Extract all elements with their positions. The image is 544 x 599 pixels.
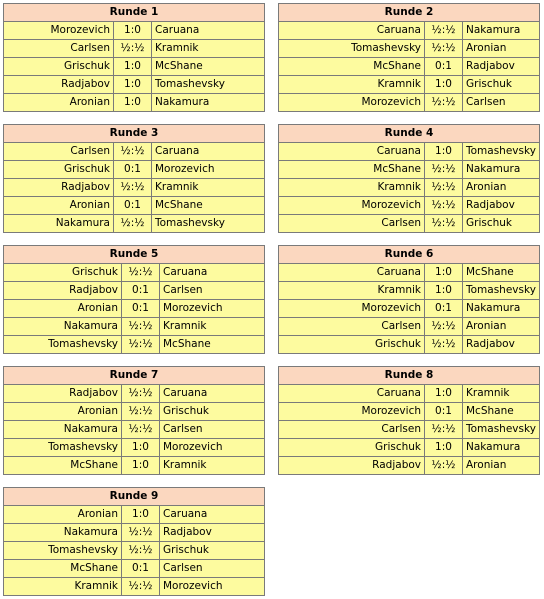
- white-player: Carlsen: [279, 421, 425, 438]
- white-player: Carlsen: [4, 143, 114, 160]
- game-row: [4, 40, 264, 58]
- game-result: ½:½: [425, 318, 463, 335]
- game-row: [4, 94, 264, 111]
- game-row: [279, 179, 539, 197]
- game-row: [279, 143, 539, 161]
- game-row: [279, 22, 539, 40]
- white-player: Radjabov: [4, 76, 114, 93]
- game-result: ½:½: [114, 179, 152, 196]
- game-row: [4, 215, 264, 232]
- black-player: McShane: [466, 266, 514, 278]
- black-player: Morozevich: [163, 302, 223, 314]
- round-title: Runde 7: [4, 367, 264, 385]
- black-player: Kramnik: [155, 42, 199, 54]
- game-result: ½:½: [122, 524, 160, 541]
- game-result: ½:½: [122, 318, 160, 335]
- white-player: Aronian: [4, 300, 122, 317]
- game-result: 1:0: [425, 439, 463, 456]
- game-row: [279, 403, 539, 421]
- black-player: Tomashevsky: [155, 217, 225, 229]
- white-player: Aronian: [4, 506, 122, 523]
- black-player: Grischuk: [466, 78, 513, 90]
- game-row: [4, 197, 264, 215]
- game-result: 0:1: [114, 197, 152, 214]
- white-player: Morozevich: [279, 300, 425, 317]
- white-player: McShane: [279, 161, 425, 178]
- round-table-7: [3, 366, 265, 475]
- game-result: 0:1: [425, 403, 463, 420]
- game-row: [279, 336, 539, 353]
- game-result: ½:½: [114, 40, 152, 57]
- game-row: [279, 439, 539, 457]
- game-row: [4, 179, 264, 197]
- round-title: Runde 3: [4, 125, 264, 143]
- game-row: [279, 385, 539, 403]
- game-row: [279, 421, 539, 439]
- white-player: Morozevich: [279, 197, 425, 214]
- black-player: McShane: [466, 405, 514, 417]
- game-row: [4, 161, 264, 179]
- game-result: 1:0: [114, 58, 152, 75]
- round-title: Runde 8: [279, 367, 539, 385]
- game-result: ½:½: [425, 197, 463, 214]
- white-player: Caruana: [279, 143, 425, 160]
- game-result: 1:0: [425, 76, 463, 93]
- round-table-3: [3, 124, 265, 233]
- black-player: Caruana: [163, 508, 208, 520]
- round-title: Runde 1: [4, 4, 264, 22]
- round-table-9: [3, 487, 265, 596]
- round-title: Runde 2: [279, 4, 539, 22]
- game-row: [279, 264, 539, 282]
- black-player: Tomashevsky: [155, 78, 225, 90]
- white-player: Grischuk: [4, 161, 114, 178]
- game-result: ½:½: [425, 457, 463, 474]
- game-result: ½:½: [425, 161, 463, 178]
- black-player: McShane: [155, 199, 203, 211]
- white-player: Caruana: [279, 385, 425, 402]
- game-row: [4, 58, 264, 76]
- round-title: Runde 6: [279, 246, 539, 264]
- game-result: 1:0: [425, 282, 463, 299]
- black-player: Grischuk: [163, 405, 210, 417]
- game-row: [279, 282, 539, 300]
- black-player: Kramnik: [163, 459, 207, 471]
- game-row: [279, 40, 539, 58]
- white-player: Grischuk: [279, 439, 425, 456]
- game-result: 0:1: [425, 300, 463, 317]
- game-result: 0:1: [122, 300, 160, 317]
- white-player: Carlsen: [279, 215, 425, 232]
- black-player: Morozevich: [163, 441, 223, 453]
- round-table-4: [278, 124, 540, 233]
- game-result: 1:0: [122, 457, 160, 474]
- black-player: Caruana: [155, 145, 200, 157]
- game-row: [279, 94, 539, 111]
- black-player: Carlsen: [163, 423, 203, 435]
- game-row: [4, 264, 264, 282]
- game-result: ½:½: [122, 385, 160, 402]
- game-result: ½:½: [425, 421, 463, 438]
- game-row: [4, 457, 264, 474]
- white-player: McShane: [4, 560, 122, 577]
- game-row: [4, 76, 264, 94]
- game-result: ½:½: [425, 22, 463, 39]
- game-row: [279, 161, 539, 179]
- white-player: Nakamura: [4, 215, 114, 232]
- game-result: ½:½: [122, 578, 160, 595]
- game-result: ½:½: [425, 40, 463, 57]
- game-result: 1:0: [114, 76, 152, 93]
- round-table-5: [3, 245, 265, 354]
- game-result: ½:½: [425, 94, 463, 111]
- black-player: Radjabov: [466, 60, 515, 72]
- black-player: Kramnik: [163, 320, 207, 332]
- black-player: Radjabov: [466, 338, 515, 350]
- white-player: Caruana: [279, 22, 425, 39]
- black-player: Carlsen: [163, 284, 203, 296]
- white-player: Kramnik: [4, 578, 122, 595]
- game-row: [4, 560, 264, 578]
- game-row: [279, 58, 539, 76]
- game-result: ½:½: [122, 336, 160, 353]
- game-row: [4, 282, 264, 300]
- round-title: Runde 4: [279, 125, 539, 143]
- black-player: Aronian: [466, 320, 507, 332]
- black-player: Radjabov: [163, 526, 212, 538]
- black-player: Nakamura: [155, 96, 210, 108]
- game-row: [4, 506, 264, 524]
- black-player: Caruana: [163, 387, 208, 399]
- black-player: McShane: [163, 338, 211, 350]
- black-player: Tomashevsky: [466, 423, 536, 435]
- game-row: [4, 421, 264, 439]
- white-player: Grischuk: [279, 336, 425, 353]
- black-player: Grischuk: [466, 217, 513, 229]
- round-table-8: [278, 366, 540, 475]
- game-result: 0:1: [114, 161, 152, 178]
- game-result: 0:1: [122, 560, 160, 577]
- black-player: Nakamura: [466, 24, 521, 36]
- black-player: McShane: [155, 60, 203, 72]
- black-player: Nakamura: [466, 163, 521, 175]
- game-row: [279, 318, 539, 336]
- game-result: ½:½: [114, 215, 152, 232]
- white-player: Morozevich: [4, 22, 114, 39]
- game-result: ½:½: [114, 143, 152, 160]
- black-player: Carlsen: [163, 562, 203, 574]
- round-table-2: [278, 3, 540, 112]
- black-player: Tomashevsky: [466, 284, 536, 296]
- game-result: ½:½: [122, 403, 160, 420]
- white-player: Grischuk: [4, 264, 122, 281]
- black-player: Nakamura: [466, 302, 521, 314]
- round-table-1: [3, 3, 265, 112]
- game-result: 1:0: [425, 385, 463, 402]
- white-player: Kramnik: [279, 179, 425, 196]
- white-player: Morozevich: [279, 403, 425, 420]
- white-player: Radjabov: [4, 385, 122, 402]
- game-row: [4, 385, 264, 403]
- game-row: [279, 300, 539, 318]
- black-player: Kramnik: [155, 181, 199, 193]
- game-result: ½:½: [425, 215, 463, 232]
- game-row: [4, 22, 264, 40]
- game-row: [4, 143, 264, 161]
- game-result: ½:½: [122, 542, 160, 559]
- white-player: Aronian: [4, 94, 114, 111]
- white-player: Kramnik: [279, 76, 425, 93]
- game-row: [279, 215, 539, 232]
- game-row: [4, 439, 264, 457]
- white-player: Caruana: [279, 264, 425, 281]
- game-row: [4, 542, 264, 560]
- black-player: Caruana: [155, 24, 200, 36]
- white-player: Aronian: [4, 403, 122, 420]
- game-row: [4, 318, 264, 336]
- game-result: 1:0: [425, 143, 463, 160]
- white-player: Kramnik: [279, 282, 425, 299]
- round-title: Runde 9: [4, 488, 264, 506]
- white-player: Carlsen: [279, 318, 425, 335]
- white-player: Aronian: [4, 197, 114, 214]
- game-row: [4, 524, 264, 542]
- black-player: Grischuk: [163, 544, 210, 556]
- black-player: Aronian: [466, 42, 507, 54]
- black-player: Caruana: [163, 266, 208, 278]
- game-result: 1:0: [122, 506, 160, 523]
- white-player: Nakamura: [4, 524, 122, 541]
- game-result: 1:0: [425, 264, 463, 281]
- game-row: [4, 336, 264, 353]
- game-row: [279, 76, 539, 94]
- round-title: Runde 5: [4, 246, 264, 264]
- black-player: Nakamura: [466, 441, 521, 453]
- white-player: Tomashevsky: [4, 439, 122, 456]
- game-result: 0:1: [425, 58, 463, 75]
- game-row: [4, 300, 264, 318]
- black-player: Morozevich: [155, 163, 215, 175]
- black-player: Tomashevsky: [466, 145, 536, 157]
- white-player: Tomashevsky: [4, 336, 122, 353]
- black-player: Carlsen: [466, 96, 506, 108]
- white-player: Radjabov: [4, 282, 122, 299]
- white-player: Nakamura: [4, 318, 122, 335]
- white-player: Radjabov: [4, 179, 114, 196]
- white-player: Grischuk: [4, 58, 114, 75]
- game-row: [279, 197, 539, 215]
- game-result: ½:½: [425, 336, 463, 353]
- game-result: ½:½: [122, 421, 160, 438]
- game-row: [279, 457, 539, 474]
- white-player: Radjabov: [279, 457, 425, 474]
- white-player: Tomashevsky: [279, 40, 425, 57]
- white-player: Tomashevsky: [4, 542, 122, 559]
- game-row: [4, 578, 264, 595]
- white-player: Morozevich: [279, 94, 425, 111]
- game-result: 1:0: [114, 22, 152, 39]
- game-result: ½:½: [425, 179, 463, 196]
- game-result: 1:0: [122, 439, 160, 456]
- white-player: Carlsen: [4, 40, 114, 57]
- black-player: Radjabov: [466, 199, 515, 211]
- game-result: ½:½: [122, 264, 160, 281]
- black-player: Morozevich: [163, 580, 223, 592]
- white-player: McShane: [279, 58, 425, 75]
- black-player: Aronian: [466, 181, 507, 193]
- black-player: Kramnik: [466, 387, 510, 399]
- game-result: 0:1: [122, 282, 160, 299]
- game-result: 1:0: [114, 94, 152, 111]
- game-row: [4, 403, 264, 421]
- black-player: Aronian: [466, 459, 507, 471]
- white-player: Nakamura: [4, 421, 122, 438]
- white-player: McShane: [4, 457, 122, 474]
- round-table-6: [278, 245, 540, 354]
